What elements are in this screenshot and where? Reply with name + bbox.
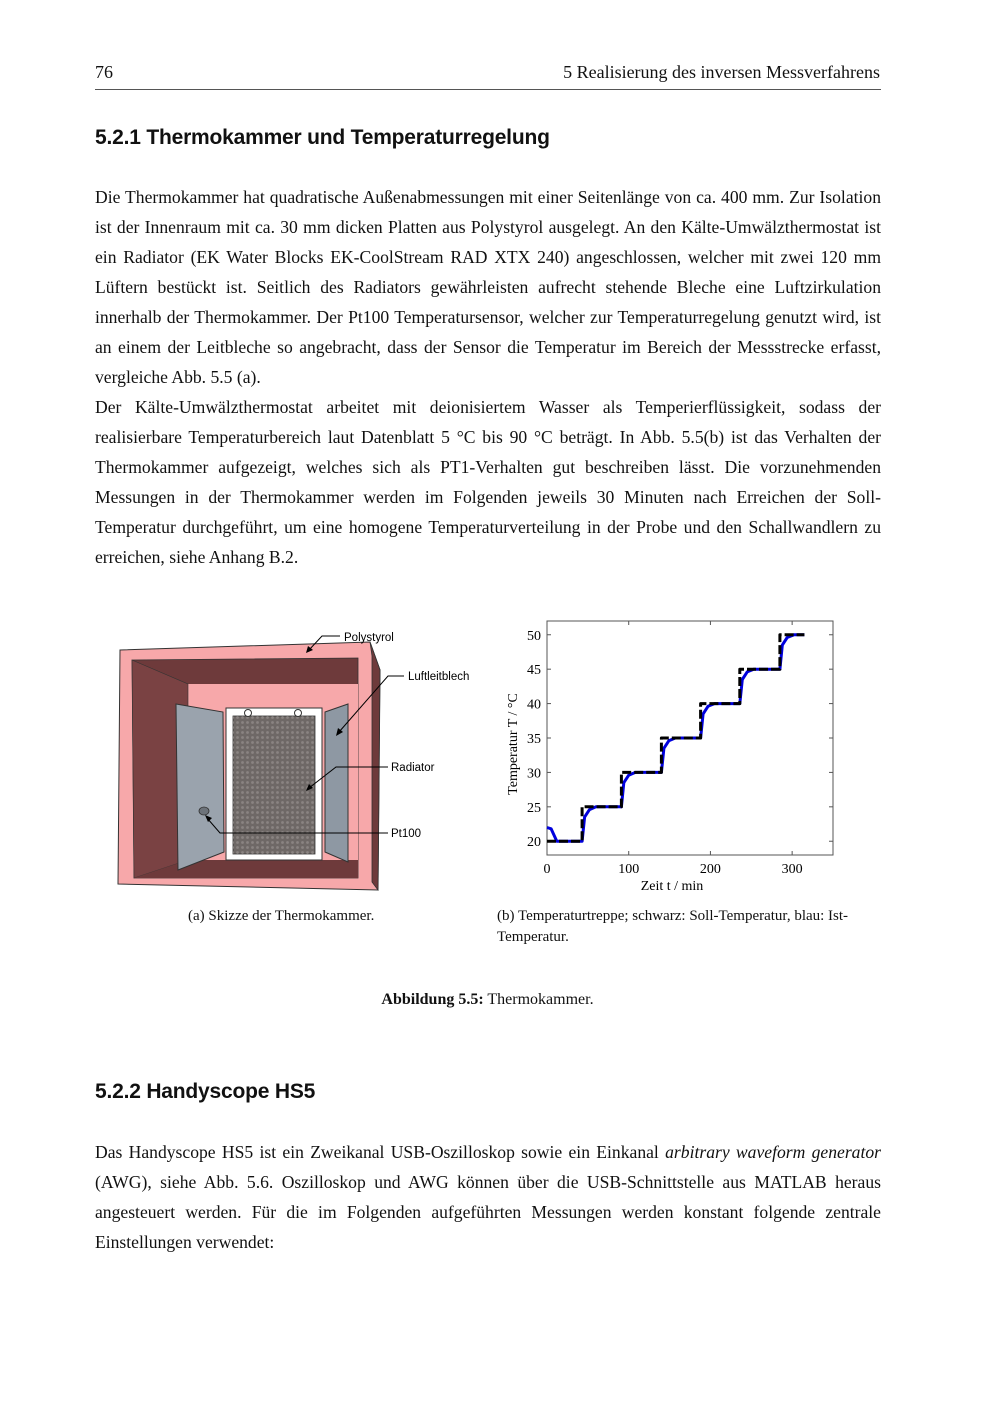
running-header-chapter: 5 Realisierung des inversen Messverfahrens [563,62,880,82]
label-pt100: Pt100 [391,828,422,840]
label-polystyrol: Polystyrol [344,632,394,644]
section-heading-5-2-2: 5.2.2 Handyscope HS5 [95,1080,316,1103]
x-tick-label: 100 [618,862,640,877]
x-tick-label: 300 [781,862,803,877]
paragraph-3 [95,1137,881,1257]
section-5-2-2-body [95,1137,881,1257]
thermokammer-sketch [110,620,490,900]
y-tick-label: 20 [527,835,541,851]
x-tick-label: 0 [543,862,551,877]
y-tick-label: 45 [527,663,541,679]
figure-caption-label: Abbildung 5.5: [381,991,484,1008]
y-tick-label: 40 [527,697,541,713]
label-luftleitblech: Luftleitblech [408,671,470,683]
y-axis-label: Temperatur T / °C [506,693,521,795]
x-axis-label: Zeit t / min [640,879,704,894]
y-tick-label: 50 [527,628,541,644]
y-tick-label: 25 [527,800,541,816]
header-rule [95,89,881,90]
label-radiator: Radiator [391,762,435,774]
y-tick-label: 35 [527,732,541,747]
page-number: 76 [95,62,113,82]
section-5-2-1-body [95,182,881,572]
section-heading-5-2-1: 5.2.1 Thermokammer und Temperaturregelung [95,126,550,149]
figure-caption [0,991,975,1009]
temperature-step-chart [500,615,850,900]
caption-b: (b) Temperaturtreppe; schwarz: Soll-Temperatur, blau: Ist-Temperatur. [497,908,849,945]
y-tick-label: 30 [527,766,541,782]
paragraph-3-italic-term: arbitrary waveform generator [665,1142,881,1162]
caption-a: (a) Skizze der Thermokammer. [188,908,375,924]
paragraph-3-end: (AWG), siehe Abb. 5.6. Oszilloskop und AWG können über die USB-Schnittstelle aus MATLAB heraus angesteuert werden. Für die im Folgenden aufgeführten Messungen werden konstant folgende zentrale Einstellungen verwendet: [95,1172,881,1252]
paragraph-1: Die Thermokammer hat quadratische Außenabmessungen mit einer Seitenlänge von ca. 400 mm. Zur Isolation ist der Innenraum mit ca. 30 mm dicken Platten aus Polystyrol ausgelegt. An den Kälte-Umwälzthermostat ist ein Radiator (EK Water Blocks EK-CoolStream RAD XTX 240) angeschlossen, welcher mit zwei 120 mm Lüftern bestückt ist. Seitlich des Radiators gewährleisten aufrecht stehende Bleche eine Luftzirkulation innerhalb der Thermokammer. Der Pt100 Temperatursensor, welcher zur Temperaturregelung genutzt wird, ist an einem der Leitbleche so angebracht, dass der Sensor die Temperatur im Bereich der Messstrecke erfasst, vergleiche Abb. 5.5 (a). [95,187,881,387]
paragraph-3-start: Das Handyscope HS5 ist ein Zweikanal USB-Oszilloskop sowie ein Einkanal [95,1142,666,1162]
figure-caption-text: Thermokammer. [483,991,594,1008]
paragraph-2: Der Kälte-Umwälzthermostat arbeitet mit deionisiertem Wasser als Temperierflüssigkeit, sodass der realisierbare Temperaturbereich laut Datenblatt 5 °C bis 90 °C beträgt. In Abb. 5.5(b) ist das Verhalten der Thermokammer aufgezeigt, welches sich als PT1-Verhalten gut beschreiben lässt. Die vorzunehmenden Messungen in der Thermokammer werden im Folgenden jeweils 30 Minuten nach Erreichen der Soll-Temperatur durchgeführt, um eine homogene Temperaturverteilung in der Probe und den Schallwandlern zu erreichen, siehe Anhang B.2. [95,397,881,567]
x-tick-label: 200 [699,862,721,877]
